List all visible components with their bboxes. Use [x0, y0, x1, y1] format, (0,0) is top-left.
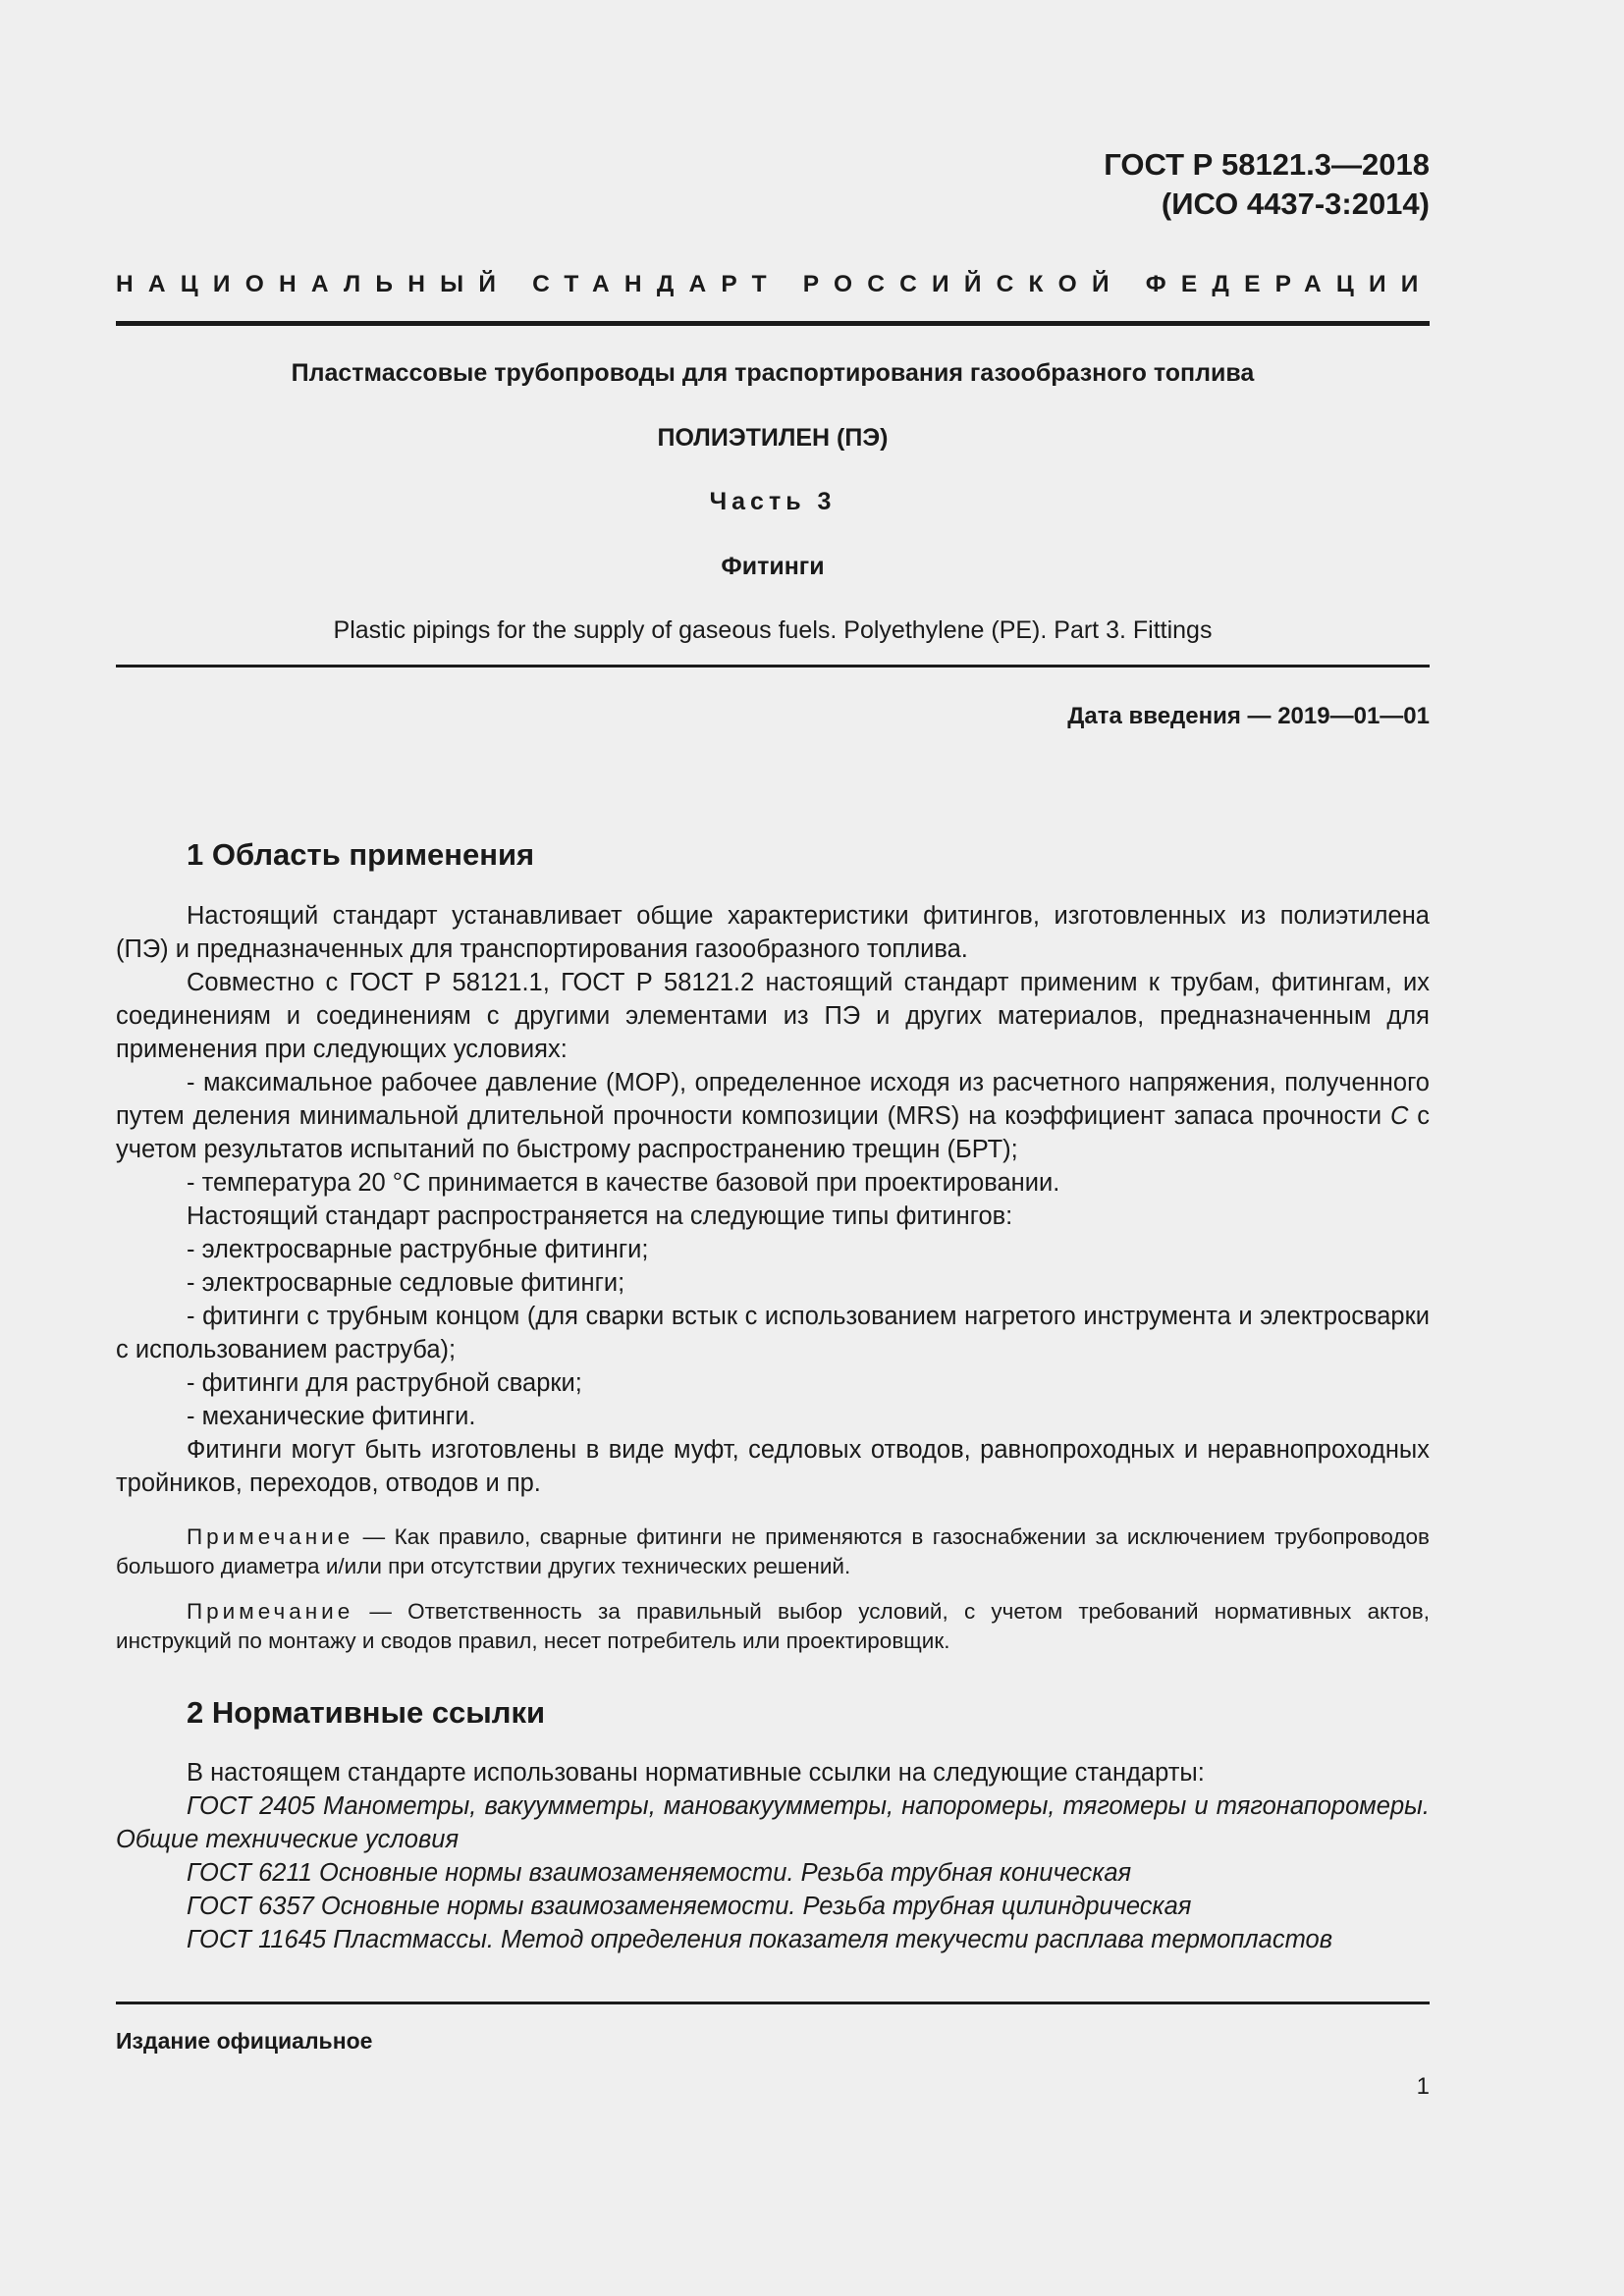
paragraph-part: с учетом результатов испытаний по быстрому распространению трещин (БРТ); [116, 1102, 1430, 1163]
header-rule [116, 321, 1430, 326]
paragraph: Совместно с ГОСТ Р 58121.1, ГОСТ Р 58121.2 настоящий стандарт применим к трубам, фитингам, их соединениям и соединениям с другими элементами из ПЭ и других материалов, предназначенным для применения при следующих условиях: [116, 969, 1430, 1063]
document-part-title: Фитинги [721, 553, 825, 580]
section-2-heading: 2 Нормативные ссылки [187, 1695, 546, 1730]
document-page [116, 0, 1434, 2296]
note-text: — Как правило, сварные фитинги не применяются в газоснабжении за исключением трубопроводов большого диаметра и/или при отсутствии других технических решений. [116, 1524, 1430, 1578]
section-1-body [116, 899, 1430, 1500]
official-edition-label: Издание официальное [116, 2028, 373, 2054]
page-number: 1 [1416, 2073, 1430, 2100]
variable-c: C [1389, 1102, 1409, 1130]
list-item: - фитинги для раструбной сварки; [187, 1369, 582, 1397]
paragraph: Настоящий стандарт устанавливает общие характеристики фитингов, изготовленных из полиэтилена (ПЭ) и предназначенных для транспортирования газообразного топлива. [116, 902, 1430, 963]
section-1-heading: 1 Область применения [187, 837, 535, 872]
paragraph: В настоящем стандарте использованы нормативные ссылки на следующие стандарты: [187, 1759, 1205, 1787]
english-title: Plastic pipings for the supply of gaseous fuels. Polyethylene (PE). Part 3. Fittings [333, 616, 1213, 644]
list-item [116, 1066, 1430, 1166]
note-1 [116, 1522, 1430, 1581]
paragraph: Фитинги могут быть изготовлены в виде муфт, седловых отводов, равнопроходных и неравнопроходных тройников, переходов, отводов и пр. [116, 1436, 1430, 1497]
paragraph: Настоящий стандарт распространяется на следующие типы фитингов: [187, 1202, 1013, 1230]
introduction-date: Дата введения — 2019—01—01 [1067, 703, 1430, 729]
list-item: - электросварные раструбные фитинги; [187, 1236, 649, 1263]
document-part: Часть 3 [709, 488, 837, 515]
list-item: - механические фитинги. [187, 1403, 476, 1430]
note-label: Примечание [187, 1524, 354, 1549]
document-subtitle: ПОЛИЭТИЛЕН (ПЭ) [657, 424, 889, 452]
document-number: ГОСТ Р 58121.3—2018 [1104, 147, 1430, 182]
document-title: Пластмассовые трубопроводы для траспортирования газообразного топлива [291, 359, 1255, 387]
reference-item: ГОСТ 6357 Основные нормы взаимозаменяемости. Резьба трубная цилиндрическая [187, 1893, 1192, 1920]
reference-item: ГОСТ 6211 Основные нормы взаимозаменяемости. Резьба трубная коническая [187, 1859, 1132, 1887]
iso-reference: (ИСО 4437-3:2014) [1161, 187, 1430, 221]
list-item: - фитинги с трубным концом (для сварки встык с использованием нагретого инструмента и электросварки с использованием раструба); [116, 1303, 1430, 1363]
national-standard-heading: НАЦИОНАЛЬНЫЙ СТАНДАРТ РОССИЙСКОЙ ФЕДЕРАЦИИ [116, 271, 1434, 297]
list-item: - температура 20 °С принимается в качестве базовой при проектировании. [187, 1169, 1060, 1197]
note-label: Примечание [187, 1599, 354, 1624]
paragraph-part: - максимальное рабочее давление (MOP), определенное исходя из расчетного напряжения, полученного путем деления минимальной длительной прочности композиции (MRS) на коэффициент запаса прочности [116, 1069, 1430, 1130]
reference-item: ГОСТ 11645 Пластмассы. Метод определения показателя текучести расплава термопластов [187, 1926, 1333, 1953]
document-number-block [1104, 145, 1430, 224]
note-2 [116, 1597, 1430, 1656]
list-item: - электросварные седловые фитинги; [187, 1269, 625, 1297]
section-2-body [116, 1756, 1430, 1956]
footer-rule [116, 2002, 1430, 2004]
title-rule [116, 665, 1430, 667]
reference-item: ГОСТ 2405 Манометры, вакуумметры, мановакуумметры, напоромеры, тягомеры и тягонапоромеры. Общие технические условия [116, 1792, 1430, 1853]
note-text: — Ответственность за правильный выбор условий, с учетом требований нормативных актов, инструкций по монтажу и сводов правил, несет потребитель или проектировщик. [116, 1599, 1430, 1653]
